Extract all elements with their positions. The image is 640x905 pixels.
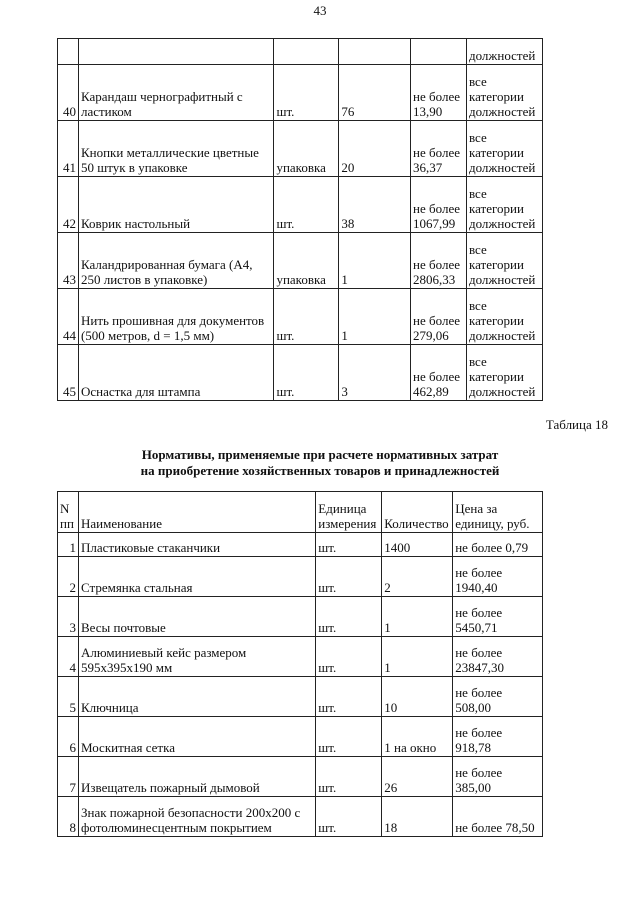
table-row — [58, 177, 543, 233]
row-number-cell: 3 — [58, 597, 79, 637]
price-cell: не более 462,89 — [411, 345, 467, 401]
table-row — [58, 345, 543, 401]
item-name-cell: Москитная сетка — [78, 717, 315, 757]
unit-cell — [274, 39, 339, 65]
position-category-cell: все категории должностей — [466, 65, 542, 121]
unit-cell: шт. — [316, 533, 382, 557]
header-quantity: Количество — [382, 492, 453, 533]
table-row — [58, 39, 543, 65]
quantity-cell: 20 — [339, 121, 411, 177]
unit-cell: шт. — [316, 597, 382, 637]
quantity-cell: 26 — [382, 757, 453, 797]
unit-cell: шт. — [316, 557, 382, 597]
table-row — [58, 717, 543, 757]
item-name-cell: Коврик настольный — [78, 177, 273, 233]
household-goods-norms-table — [57, 491, 543, 837]
header-unit: Единица измерения — [316, 492, 382, 533]
row-number-cell: 40 — [58, 65, 79, 121]
unit-cell: шт. — [316, 637, 382, 677]
table-label: Таблица 18 — [545, 417, 608, 432]
quantity-cell: 76 — [339, 65, 411, 121]
price-cell: не более 508,00 — [453, 677, 543, 717]
item-name-cell: Каландрированная бумага (А4, 250 листов в упаковке) — [78, 233, 273, 289]
price-cell: не более 78,50 — [453, 797, 543, 837]
price-cell: не более 36,37 — [411, 121, 467, 177]
quantity-cell: 38 — [339, 177, 411, 233]
price-cell: не более 1940,40 — [453, 557, 543, 597]
table-row — [58, 65, 543, 121]
quantity-cell: 1 — [382, 597, 453, 637]
header-row — [58, 492, 543, 533]
row-number-cell — [58, 39, 79, 65]
row-number-cell: 45 — [58, 345, 79, 401]
table-row — [58, 677, 543, 717]
table-row — [58, 597, 543, 637]
unit-cell: шт. — [316, 677, 382, 717]
row-number-cell: 6 — [58, 717, 79, 757]
price-cell: не более 918,78 — [453, 717, 543, 757]
quantity-cell: 1 на окно — [382, 717, 453, 757]
row-number-cell: 41 — [58, 121, 79, 177]
quantity-cell: 1 — [339, 233, 411, 289]
table-row — [58, 557, 543, 597]
item-name-cell: Стремянка стальная — [78, 557, 315, 597]
quantity-cell: 18 — [382, 797, 453, 837]
unit-cell: шт. — [274, 65, 339, 121]
item-name-cell: Пластиковые стаканчики — [78, 533, 315, 557]
position-category-cell: должностей — [466, 39, 542, 65]
unit-cell: шт. — [274, 289, 339, 345]
continued-norms-table — [57, 38, 543, 401]
quantity-cell: 1 — [339, 289, 411, 345]
quantity-cell: 1400 — [382, 533, 453, 557]
price-cell: не более 5450,71 — [453, 597, 543, 637]
table-row — [58, 289, 543, 345]
row-number-cell: 8 — [58, 797, 79, 837]
price-cell: не более 385,00 — [453, 757, 543, 797]
table-row — [58, 121, 543, 177]
item-name-cell: Кнопки металлические цветные 50 штук в упаковке — [78, 121, 273, 177]
unit-cell: шт. — [274, 177, 339, 233]
position-category-cell: все категории должностей — [466, 121, 542, 177]
item-name-cell — [78, 39, 273, 65]
quantity-cell: 1 — [382, 637, 453, 677]
table-title-line-1: Нормативы, применяемые при расчете нормативных затрат — [141, 447, 499, 462]
item-name-cell: Нить прошивная для документов (500 метров, d = 1,5 мм) — [78, 289, 273, 345]
row-number-cell: 4 — [58, 637, 79, 677]
row-number-cell: 1 — [58, 533, 79, 557]
price-cell: не более 279,06 — [411, 289, 467, 345]
quantity-cell — [339, 39, 411, 65]
unit-cell: упаковка — [274, 121, 339, 177]
table-row — [58, 533, 543, 557]
table-title — [0, 447, 640, 479]
unit-cell: шт. — [316, 757, 382, 797]
position-category-cell: все категории должностей — [466, 345, 542, 401]
row-number-cell: 7 — [58, 757, 79, 797]
table-row — [58, 637, 543, 677]
header-price: Цена за единицу, руб. — [453, 492, 543, 533]
item-name-cell: Оснастка для штампа — [78, 345, 273, 401]
unit-cell: шт. — [316, 797, 382, 837]
item-name-cell: Знак пожарной безопасности 200x200 с фотолюминесцентным покрытием — [78, 797, 315, 837]
row-number-cell: 44 — [58, 289, 79, 345]
price-cell: не более 13,90 — [411, 65, 467, 121]
position-category-cell: все категории должностей — [466, 177, 542, 233]
table-row — [58, 757, 543, 797]
row-number-cell: 43 — [58, 233, 79, 289]
row-number-cell: 2 — [58, 557, 79, 597]
row-number-cell: 5 — [58, 677, 79, 717]
table-title-line-2: на приобретение хозяйственных товаров и принадлежностей — [140, 463, 500, 478]
header-name: Наименование — [78, 492, 315, 533]
table-row — [58, 797, 543, 837]
item-name-cell: Извещатель пожарный дымовой — [78, 757, 315, 797]
quantity-cell: 3 — [339, 345, 411, 401]
unit-cell: шт. — [274, 345, 339, 401]
item-name-cell: Карандаш чернографитный с ластиком — [78, 65, 273, 121]
unit-cell: упаковка — [274, 233, 339, 289]
quantity-cell: 2 — [382, 557, 453, 597]
table-row — [58, 233, 543, 289]
position-category-cell: все категории должностей — [466, 233, 542, 289]
position-category-cell: все категории должностей — [466, 289, 542, 345]
item-name-cell: Весы почтовые — [78, 597, 315, 637]
unit-cell: шт. — [316, 717, 382, 757]
quantity-cell: 10 — [382, 677, 453, 717]
item-name-cell: Алюминиевый кейс размером 595x395x190 мм — [78, 637, 315, 677]
item-name-cell: Ключница — [78, 677, 315, 717]
price-cell — [411, 39, 467, 65]
price-cell: не более 2806,33 — [411, 233, 467, 289]
page-number: 43 — [313, 3, 327, 18]
row-number-cell: 42 — [58, 177, 79, 233]
price-cell: не более 1067,99 — [411, 177, 467, 233]
header-number: N пп — [58, 492, 79, 533]
price-cell: не более 0,79 — [453, 533, 543, 557]
price-cell: не более 23847,30 — [453, 637, 543, 677]
